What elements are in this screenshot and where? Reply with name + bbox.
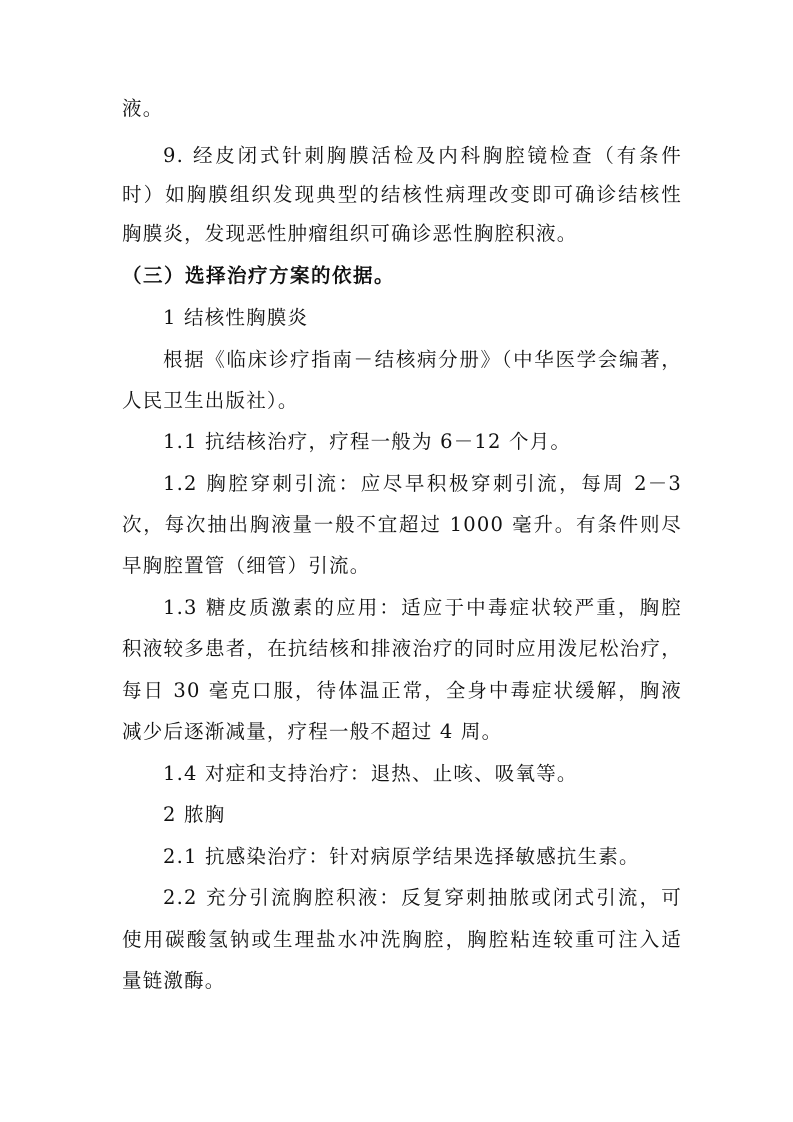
paragraph-line: 2.2 充分引流胸腔积液：反复穿刺抽脓或闭式引流，可 [163, 886, 682, 909]
paragraph-line: 胸膜炎，发现恶性肿瘤组织可确诊恶性胸腔积液。 [122, 222, 578, 245]
paragraph-line: 9. 经皮闭式针刺胸膜活检及内科胸腔镜检查（有条件 [163, 144, 682, 167]
paragraph-line: 人民卫生出版社）。 [122, 389, 299, 412]
paragraph-line: 时）如胸膜组织发现典型的结核性病理改变即可确诊结核性 [122, 183, 682, 206]
paragraph-line: 2.1 抗感染治疗：针对病原学结果选择敏感抗生素。 [163, 845, 640, 868]
section-heading: （三）选择治疗方案的依据。 [122, 264, 396, 287]
paragraph-line: 1.1 抗结核治疗，疗程一般为 6－12 个月。 [163, 430, 572, 453]
paragraph-line: 积液较多患者，在抗结核和排液治疗的同时应用泼尼松治疗， [122, 637, 682, 660]
paragraph-line: 1.3 糖皮质激素的应用：适应于中毒症状较严重，胸腔 [163, 596, 682, 619]
paragraph-line: 每日 30 毫克口服，待体温正常，全身中毒症状缓解，胸液 [122, 679, 682, 702]
paragraph-line: 1.4 对症和支持治疗：退热、止咳、吸氧等。 [163, 762, 578, 785]
paragraph-line: 早胸腔置管（细管）引流。 [122, 554, 371, 577]
paragraph-line: 次，每次抽出胸液量一般不宜超过 1000 毫升。有条件则尽 [122, 513, 682, 536]
subsection-title: 2 脓胸 [163, 803, 226, 826]
paragraph-line: 减少后逐渐减量，疗程一般不超过 4 周。 [122, 720, 503, 743]
paragraph-line: 液。 [122, 97, 164, 120]
subsection-title: 1 结核性胸膜炎 [163, 306, 309, 329]
paragraph-line: 根据《临床诊疗指南－结核病分册》（中华医学会编著， [163, 348, 682, 371]
paragraph-line: 使用碳酸氢钠或生理盐水冲洗胸腔，胸腔粘连较重可注入适 [122, 928, 682, 951]
paragraph-line: 量链激酶。 [122, 969, 226, 992]
paragraph-line: 1.2 胸腔穿刺引流：应尽早积极穿刺引流，每周 2－3 [163, 472, 682, 495]
